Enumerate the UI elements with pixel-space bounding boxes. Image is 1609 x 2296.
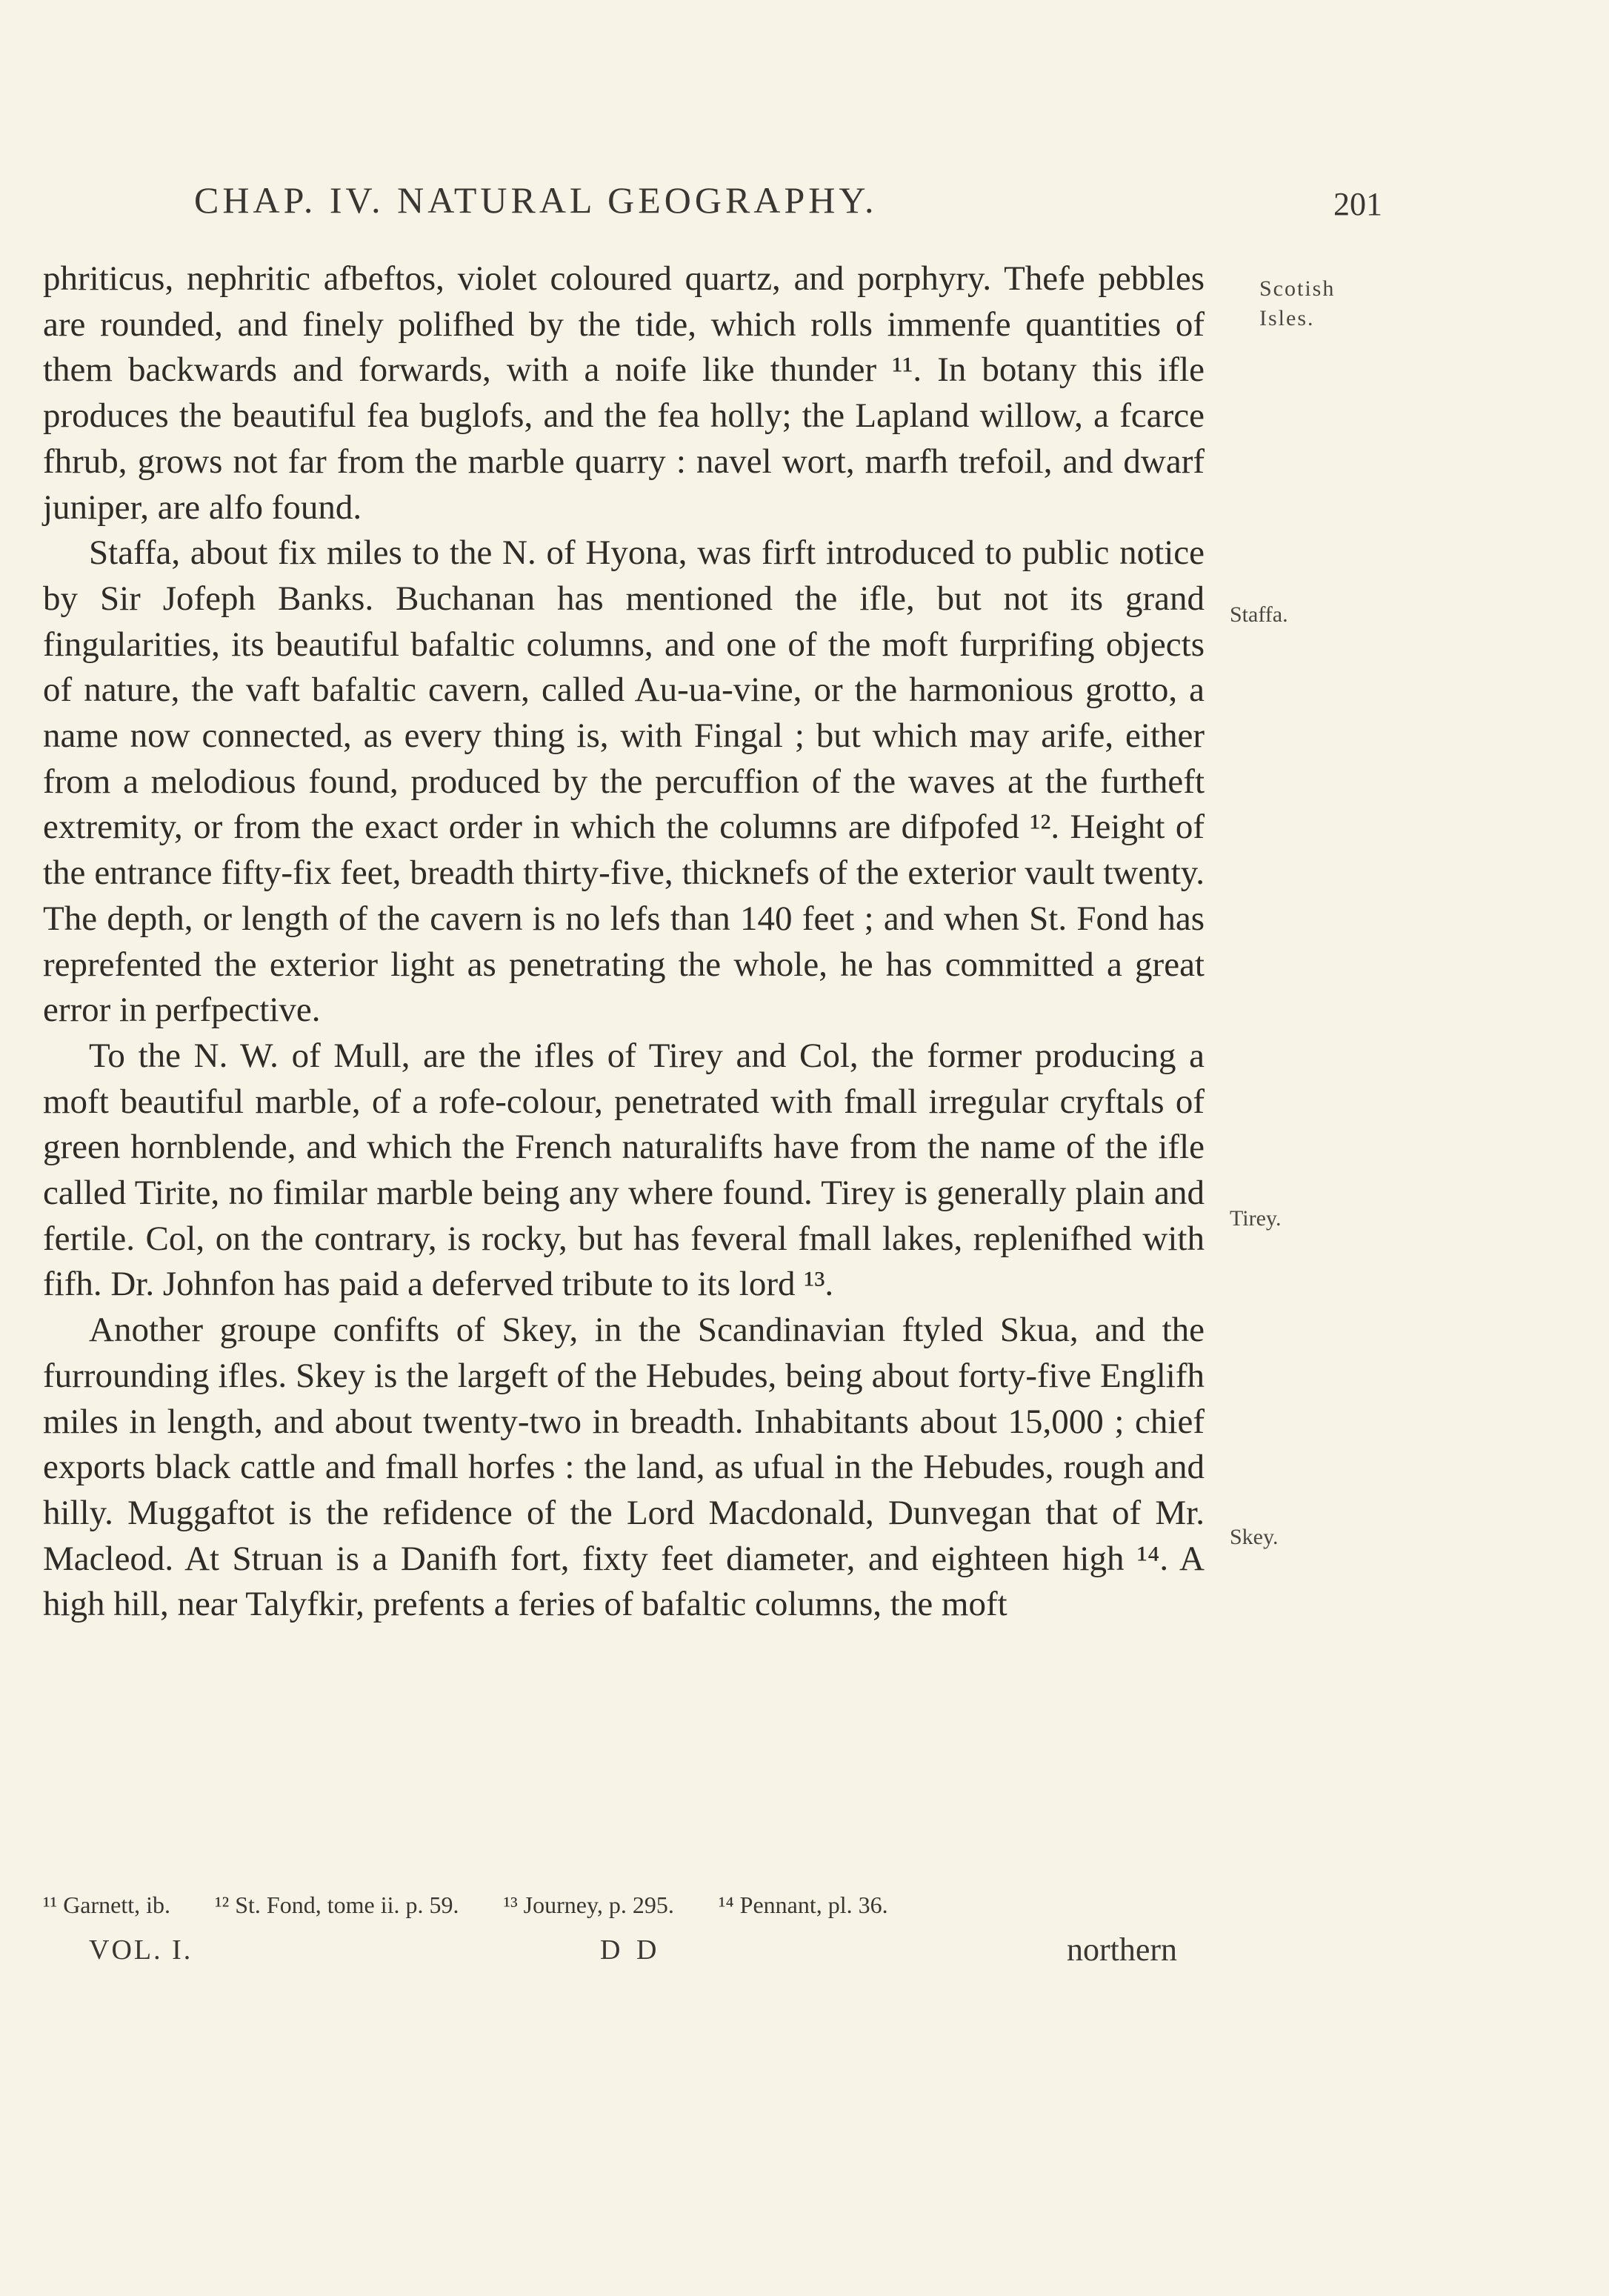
footnote-14: ¹⁴ Pennant, pl. 36.: [718, 1891, 888, 1918]
body-text: [43, 256, 1205, 1628]
paragraph-tirey-col: To the N. W. of Mull, are the ifles of Tirey and Col, the former producing a moft beautiful marble, of a rofe-colour, penetrated with fmall irregular cryftals of green hornblende, and which the French naturalifts have from the name of the ifle called Tirite, no fimilar marble being any where found. Tirey is generally plain and fertile. Col, on the contrary, is rocky, but has feveral fmall lakes, replenifhed with fifh. Dr. Johnfon has paid a deferved tribute to its lord ¹³.: [43, 1036, 1205, 1304]
page-number: 201: [1333, 186, 1382, 222]
catchword: northern: [1067, 1931, 1178, 1968]
volume-label: VOL. I.: [89, 1934, 193, 1966]
paragraph-pebbles: phriticus, nephritic afbeftos, violet coloured quartz, and porphyry. Thefe pebbles are rounded, and finely polifhed by the tide, which rolls immenfe quantities of them backwards and forwards, with a noife like thunder ¹¹. In botany this ifle produces the beautiful fea buglofs, and the fea holly; the Lapland willow, a fcarce fhrub, grows not far from the marble quarry : navel wort, marfh trefoil, and dwarf juniper, are alfo found.: [43, 259, 1205, 527]
margin-note-tirey: Tirey.: [1230, 1206, 1282, 1231]
footnote-11: ¹¹ Garnett, ib.: [43, 1891, 171, 1918]
footnote-13: ¹³ Journey, p. 295.: [503, 1891, 674, 1918]
footnote-12: ¹² St. Fond, tome ii. p. 59.: [215, 1891, 459, 1918]
margin-note-scotish-isles: Scotish Isles.: [1259, 276, 1336, 330]
running-head: CHAP. IV. NATURAL GEOGRAPHY.: [194, 179, 878, 221]
paragraph-skey: Another groupe confifts of Skey, in the Scandinavian ftyled Skua, and the furrounding ifles. Skey is the largeft of the Hebudes, being about forty-five Englifh miles in length, and about twenty-two in breadth. Inhabitants about 15,000 ; chief exports black cattle and fmall horfes : the land, as ufual in the Hebudes, rough and hilly. Muggaftot is the refidence of the Lord Macdonald, Dunvegan that of Mr. Macleod. At Struan is a Danifh fort, fixty feet diameter, and eighteen high ¹⁴. A high hill, near Talyfkir, prefents a feries of bafaltic columns, the moft: [43, 1311, 1205, 1624]
signature-mark: D D: [600, 1934, 662, 1966]
footnotes: [43, 1889, 1243, 1920]
paragraph-staffa: Staffa, about fix miles to the N. of Hyona, was firft introduced to public notice by Sir Jofeph Banks. Buchanan has mentioned the ifle, but not its grand fingularities, its beautiful bafaltic columns, and one of the moft furprifing objects of nature, the vaft bafaltic cavern, called Au-ua-vine, or the harmonious grotto, a name now connected, as every thing is, with Fingal ; but which may arife, either from a melodious found, produced by the percuffion of the waves at the furtheft extremity, or from the exact order in which the columns are difpofed ¹². Height of the entrance fifty-fix feet, breadth thirty-five, thicknefs of the exterior vault twenty. The depth, or length of the cavern is no lefs than 140 feet ; and when St. Fond has reprefented the exterior light as penetrating the whole, he has committed a great error in perfpective.: [43, 533, 1205, 1030]
margin-note-staffa: Staffa.: [1230, 602, 1288, 627]
margin-note-skey: Skey.: [1230, 1525, 1279, 1549]
